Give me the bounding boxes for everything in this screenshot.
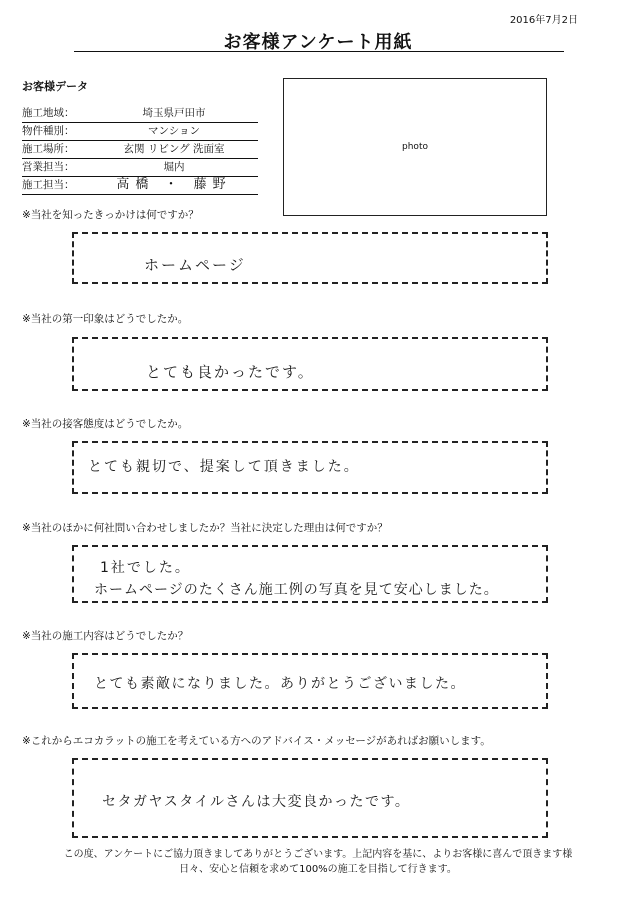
- footer-message: [0, 847, 636, 877]
- page-title: お客様アンケート用紙: [223, 32, 413, 53]
- answer-box-3: [72, 441, 548, 494]
- answer-box-6: [72, 758, 548, 838]
- answer-1-line-1: ホームページ: [144, 256, 246, 274]
- footer-line-1: この度、アンケートにご協力頂きましてありがとうございます。上記内容を基に、よりお客様に喜んで頂きます様: [63, 849, 573, 860]
- info-label: 施工地域：: [22, 107, 75, 119]
- answer-box-1: [72, 232, 548, 284]
- info-label: 営業担当：: [22, 161, 75, 173]
- answer-box-2: [72, 337, 548, 391]
- customer-data-heading: お客様データ: [22, 80, 88, 93]
- answer-4-line-2: ホームページのたくさん施工例の写真を見て安心しました。: [94, 582, 499, 598]
- info-value-handwritten: 高橋 ・ 藤野: [116, 177, 232, 192]
- question-4: ※当社のほかに何社問い合わせしましたか？当社に決定した理由は何ですか？: [22, 522, 388, 534]
- info-label: 物件種別：: [22, 125, 75, 137]
- question-2: ※当社の第一印象はどうでしたか。: [22, 313, 189, 325]
- info-row-installer: [22, 177, 258, 195]
- info-value: 玄関 リビング 洗面室: [123, 143, 225, 155]
- question-1: ※当社を知ったきっかけは何ですか？: [22, 209, 199, 221]
- info-value: マンション: [147, 125, 201, 137]
- customer-info-table: [22, 105, 258, 195]
- footer-line-2: 日々、安心と信頼を求めて100%の施工を目指して行きます。: [179, 864, 457, 875]
- info-label: 施工担当：: [22, 179, 75, 191]
- info-value: 堀内: [163, 161, 185, 173]
- question-3: ※当社の接客態度はどうでしたか。: [22, 418, 189, 430]
- answer-3-line-1: とても親切で、提案して頂きました。: [88, 459, 360, 475]
- photo-placeholder: [283, 78, 547, 216]
- question-5: ※当社の施工内容はどうでしたか？: [22, 630, 189, 642]
- question-6: ※これからエコカラットの施工を考えている方へのアドバイス・メッセージがあればお願いします。: [22, 735, 491, 747]
- photo-label: photo: [402, 142, 428, 152]
- answer-box-5: [72, 653, 548, 709]
- info-value: 埼玉県戸田市: [142, 107, 206, 119]
- title-underline: [74, 51, 564, 52]
- answer-box-4: [72, 545, 548, 603]
- info-row-property-type: [22, 123, 258, 141]
- info-row-area: [22, 105, 258, 123]
- answer-4-line-1: 1社でした。: [100, 560, 191, 576]
- info-row-location: [22, 141, 258, 159]
- info-label: 施工場所：: [22, 143, 75, 155]
- answer-2-line-1: とても良かったです。: [146, 363, 315, 381]
- answer-6-line-1: セタガヤスタイルさんは大変良かったです。: [102, 794, 411, 810]
- survey-date: 2016年7月2日: [509, 15, 578, 26]
- answer-5-line-1: とても素敵になりました。ありがとうございました。: [94, 676, 466, 692]
